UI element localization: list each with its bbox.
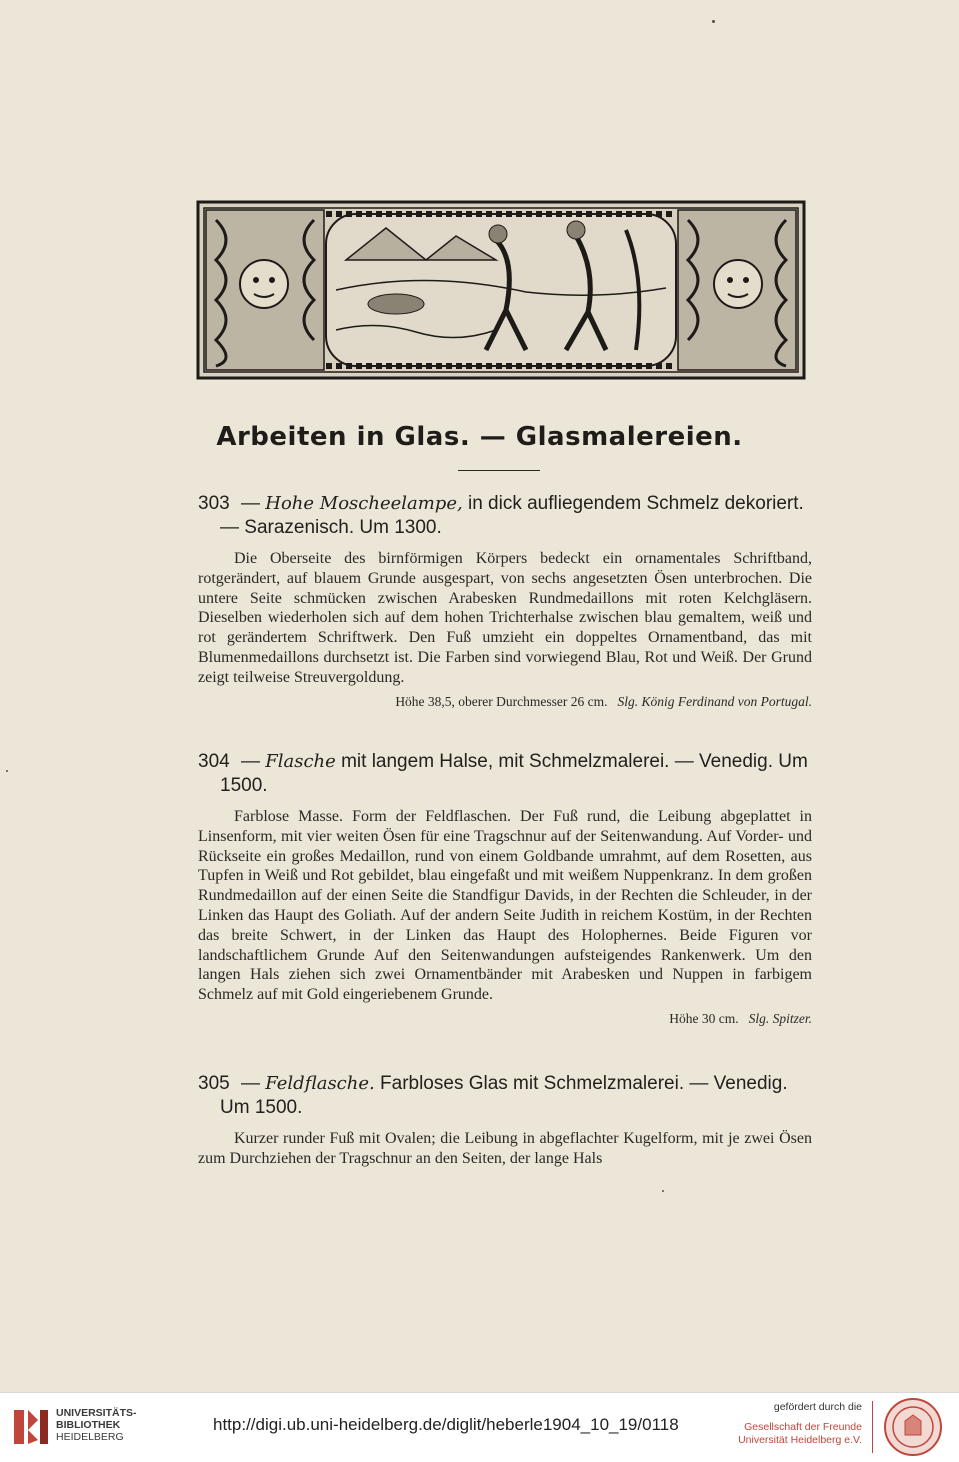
entry-number: 305: [198, 1073, 230, 1094]
paper-speck: [662, 1190, 664, 1192]
library-name-line: UNIVERSITÄTS-: [56, 1407, 137, 1419]
permalink-url[interactable]: http://digi.ub.uni-heidelberg.de/diglit/heberle1904_10_19/0118: [213, 1415, 679, 1434]
catalog-entry-303: [198, 492, 812, 710]
entry-collection: Slg. Spitzer.: [748, 1010, 812, 1026]
entry-collection: Slg. König Ferdinand von Portugal.: [617, 693, 812, 709]
title-rule: [458, 470, 540, 471]
entry-title: Feldflasche.: [265, 1073, 375, 1094]
entry-reference: [198, 694, 812, 710]
woodcut-illustration: [196, 200, 806, 380]
entry-dash: —: [240, 1073, 260, 1094]
digital-library-footer: [0, 1392, 959, 1462]
sponsor-credit: [730, 1401, 862, 1447]
entry-heading: [198, 492, 812, 540]
library-name-line: HEIDELBERG: [56, 1431, 124, 1443]
entry-heading-rest: in dick aufliegendem Schmelz dekoriert. — Sarazenisch. Um 1300.: [220, 493, 804, 538]
section-title: Arbeiten in Glas. — Glasmalereien.: [216, 422, 743, 452]
entry-heading: [198, 1072, 812, 1120]
entry-dash: —: [240, 493, 260, 514]
entry-description: Kurzer runder Fuß mit Ovalen; die Leibung in abgeflachter Kugelform, mit je zwei Ösen zum Durchziehen der Tragschnur an den Seiten, der lange Hals: [198, 1130, 812, 1167]
entry-reference: [198, 1011, 812, 1027]
paper-speck: [712, 20, 715, 23]
entry-number: 303: [198, 493, 230, 514]
library-name-line: BIBLIOTHEK: [56, 1419, 121, 1431]
sponsor-name: Universität Heidelberg e.V.: [738, 1434, 862, 1446]
entry-measure: Höhe 38,5, oberer Durchmesser 26 cm.: [395, 693, 608, 709]
ornamental-woodcut-header: [196, 200, 806, 380]
entry-heading: [198, 750, 812, 798]
entry-title: Flasche: [265, 751, 336, 772]
catalog-entry-304: [198, 750, 812, 1027]
entry-dash: —: [240, 751, 260, 772]
university-seal-icon: [883, 1397, 943, 1457]
sponsor-prefix: gefördert durch die: [773, 1401, 862, 1413]
paper-speck: [6, 770, 8, 772]
university-library-logo-icon: [10, 1404, 50, 1450]
sponsor-name: Gesellschaft der Freunde: [744, 1421, 862, 1433]
catalog-entry-305: [198, 1072, 812, 1169]
entry-heading-rest: Farbloses Glas mit Schmelzmalerei. — Venedig. Um 1500.: [220, 1073, 788, 1118]
entry-number: 304: [198, 751, 230, 772]
entry-title: Hohe Moscheelampe,: [265, 493, 463, 514]
entry-description: Farblose Masse. Form der Feldflaschen. Der Fuß rund, die Leibung abgeplattet in Linsenform, mit vier weiten Ösen für eine Tragschnur auf der Seitenwandung. Auf Vorder- und Rückseite ein großes Medaillon, rund von einem Goldbande umrahmt, auf dem Rosetten, aus Tupfen in Weiß und Rot gebildet, blau eingefaßt und mit weißem Nuppenkranz. In dem großen Rundmedaillon auf der einen Seite die Standfigur Davids, in der Rechten die Schleuder, in der Linken das Haupt des Goliath. Auf der andern Seite Judith in reichem Kostüm, in der Rechten das breite Schwert, in der Linken das Haupt des Holophernes. Beide Figuren vor landschaftlichem Grunde Auf den Seitenwandungen aufsteigendes Rankenwerk. Um den langen Hals ziehen sich zwei Ornamentbänder mit Arabesken und Nuppen in farbigem Schmelz auf mit Gold eingeriebenem Grunde.: [198, 808, 812, 1004]
library-name: [56, 1407, 137, 1443]
entry-heading-rest: mit langem Halse, mit Schmelzmalerei. — Venedig. Um 1500.: [220, 751, 808, 796]
sponsor-divider: [872, 1401, 873, 1453]
entry-measure: Höhe 30 cm.: [669, 1010, 739, 1026]
entry-description: Die Oberseite des birnförmigen Körpers bedeckt ein ornamentales Schriftband, rotgerändert, auf blauem Grunde ausgespart, von sechs angesetzten Ösen unterbrochen. Die untere Seite schmücken zwischen Arabesken Rundmedaillons mit roten Kelchgläsern. Dieselben wiederholen sich auf dem hohen Trichterhalse zwischen blau gemaltem, weiß und rot gerändertem Schriftwerk. Den Fuß umzieht ein doppeltes Ornamentband, das mit Blumenmedaillons durchsetzt ist. Die Farben sind vorwiegend Blau, Rot und Weiß. Der Grund zeigt teilweise Streuvergoldung.: [198, 550, 812, 686]
